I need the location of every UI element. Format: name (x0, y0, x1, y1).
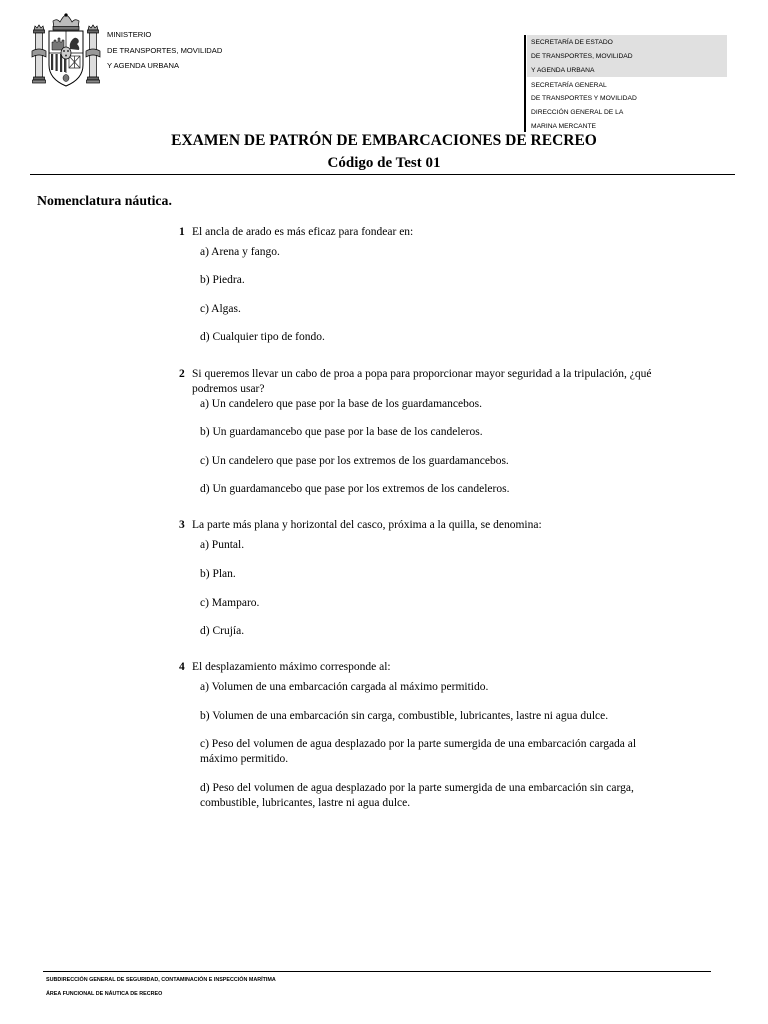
question-1 (0, 225, 768, 255)
answer-option-b (200, 567, 236, 582)
question-text-line: podremos usar? (192, 383, 265, 395)
ministry-name-line: DE TRANSPORTES, MOVILIDAD (107, 46, 223, 55)
question-text-line: El ancla de arado es más eficaz para fondear en: (192, 226, 414, 238)
footer-line: ÁREA FUNCIONAL DE NÁUTICA DE RECREO (46, 991, 163, 997)
answer-option-b (200, 425, 483, 440)
answer-option-line: d) Un guardamancebo que pase por los extremos de los candeleros. (200, 483, 510, 495)
answer-option-line: a) Puntal. (200, 539, 245, 551)
answer-option-line: c) Un candelero que pase por los extremos de los guardamancebos. (200, 455, 509, 467)
answer-option-d (200, 624, 244, 639)
answer-option-line: a) Arena y fango. (200, 246, 280, 258)
answer-option-c (200, 302, 241, 317)
coat-of-arms-icon (30, 13, 102, 93)
answer-option-a (200, 397, 482, 412)
question-number: 3 (179, 519, 185, 531)
directorate-line: MARINA MERCANTE (531, 123, 597, 130)
test-code: Código de Test 01 (327, 155, 441, 171)
question-number: 4 (179, 661, 185, 673)
answer-option-d (200, 482, 509, 497)
ministry-name-line: MINISTERIO (107, 30, 152, 39)
question-text (192, 225, 413, 240)
answer-option-b (200, 709, 608, 724)
directorate-line: SECRETARÍA GENERAL (531, 82, 607, 89)
question-text-line: La parte más plana y horizontal del casco, próxima a la quilla, se denomina: (192, 519, 542, 531)
question-number: 2 (179, 368, 185, 380)
answer-option-line: d) Cualquier tipo de fondo. (200, 331, 325, 343)
secretariat-line: Y AGENDA URBANA (531, 67, 595, 74)
directorate-line: DIRECCIÓN GENERAL DE LA (531, 109, 624, 116)
footer-divider (43, 971, 711, 972)
secretariat-divider (524, 35, 526, 132)
answer-option-line: b) Piedra. (200, 274, 245, 286)
answer-option-line: c) Mamparo. (200, 597, 260, 609)
answer-option-d (200, 330, 325, 345)
answer-option-a (200, 538, 244, 553)
answer-option-c (200, 454, 509, 469)
answer-option-c (200, 737, 636, 767)
secretariat-line: SECRETARÍA DE ESTADO (531, 39, 613, 46)
question-text (192, 518, 542, 533)
question-3 (0, 518, 768, 548)
answer-option-line: d) Peso del volumen de agua desplazado por la parte sumergida de una embarcación sin carga, (200, 782, 634, 794)
answer-option-line: c) Peso del volumen de agua desplazado por la parte sumergida de una embarcación cargada al (200, 738, 637, 750)
answer-option-a (200, 245, 280, 260)
exam-title: EXAMEN DE PATRÓN DE EMBARCACIONES DE RECREO (171, 132, 597, 149)
answer-option-line: c) Algas. (200, 303, 241, 315)
answer-option-line: b) Plan. (200, 568, 236, 580)
question-number: 1 (179, 226, 185, 238)
answer-option-line: máximo permitido. (200, 753, 289, 765)
question-text (192, 660, 391, 675)
answer-option-line: a) Volumen de una embarcación cargada al máximo permitido. (200, 681, 489, 693)
answer-option-b (200, 273, 245, 288)
answer-option-line: d) Crujía. (200, 625, 245, 637)
answer-option-line: b) Volumen de una embarcación sin carga, combustible, lubricantes, lastre ni agua dulce. (200, 710, 609, 722)
directorate-line: DE TRANSPORTES Y MOVILIDAD (531, 95, 637, 102)
question-text (192, 367, 652, 397)
question-text-line: Si queremos llevar un cabo de proa a popa para proporcionar mayor seguridad a la tripulación, ¿qué (192, 368, 652, 380)
answer-option-c (200, 596, 259, 611)
secretariat-line: DE TRANSPORTES, MOVILIDAD (531, 53, 633, 60)
answer-option-d (200, 781, 634, 811)
footer-line: SUBDIRECCIÓN GENERAL DE SEGURIDAD, CONTAMINACIÓN E INSPECCIÓN MARÍTIMA (46, 977, 276, 983)
title-divider (30, 174, 735, 175)
answer-option-line: combustible, lubricantes, lastre ni agua dulce. (200, 797, 411, 809)
answer-option-line: a) Un candelero que pase por la base de los guardamancebos. (200, 398, 482, 410)
answer-option-a (200, 680, 488, 695)
section-title: Nomenclatura náutica. (37, 193, 172, 208)
question-2 (0, 367, 768, 397)
ministry-name-line: Y AGENDA URBANA (107, 61, 180, 70)
answer-option-line: b) Un guardamancebo que pase por la base de los candeleros. (200, 426, 483, 438)
question-text-line: El desplazamiento máximo corresponde al: (192, 661, 391, 673)
